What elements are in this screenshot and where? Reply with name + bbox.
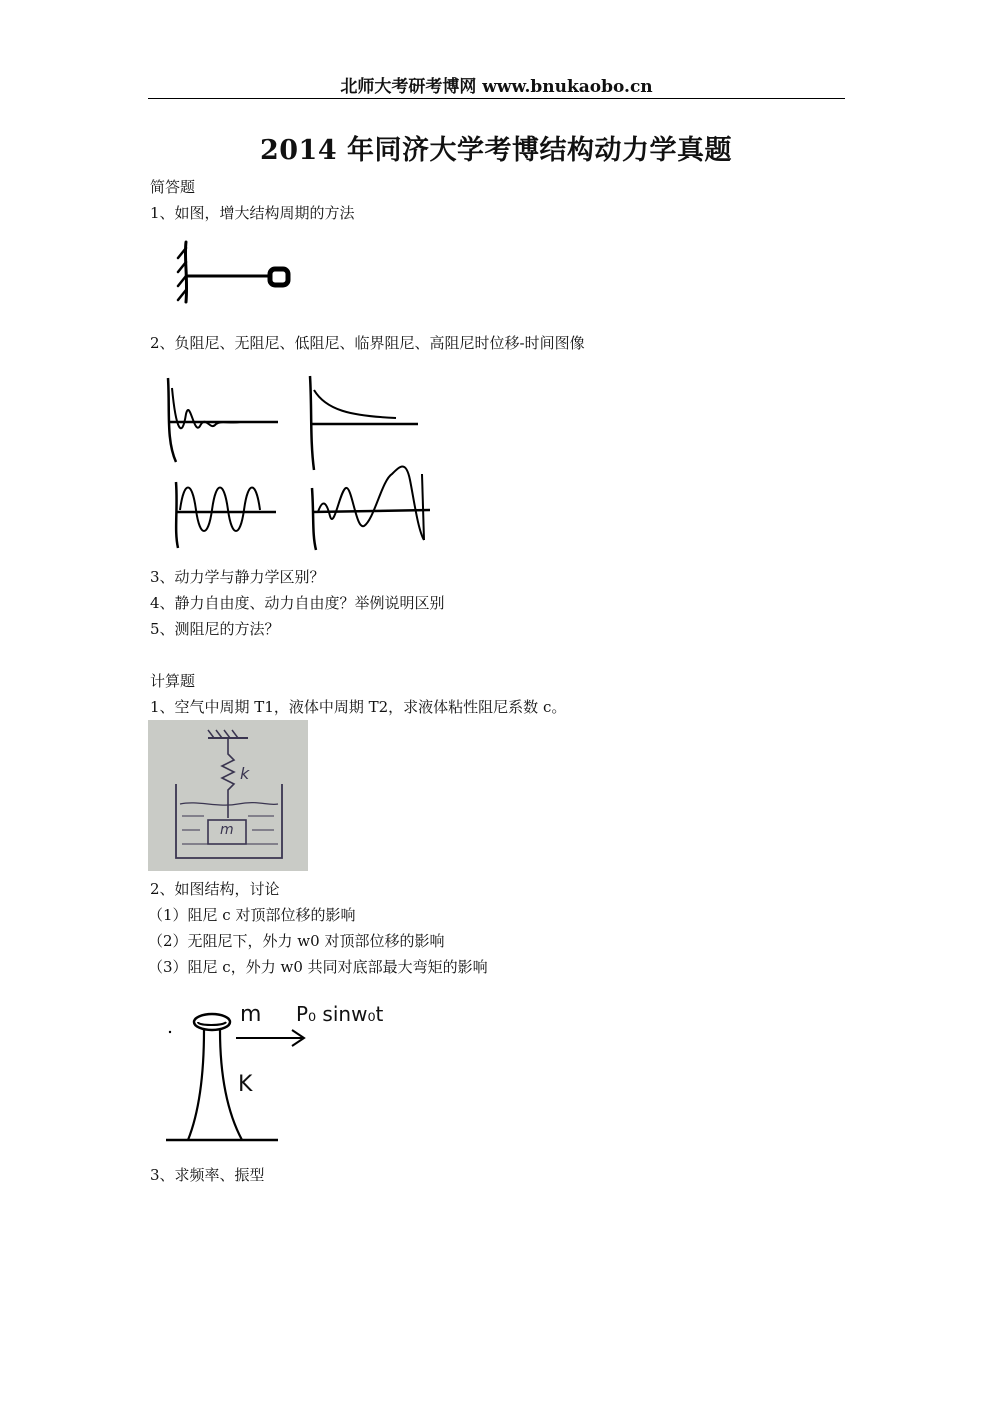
cantilever-mass-figure (170, 238, 300, 306)
tower-stiffness-label: K (238, 1072, 253, 1097)
question-2: 2、负阻尼、无阻尼、低阻尼、临界阻尼、高阻尼时位移-时间图像 (150, 334, 585, 352)
calc-question-2-part-3: （3）阻尼 c，外力 w0 共同对底部最大弯矩的影响 (148, 958, 488, 976)
page-header: 北师大考研考博网 www.bnukaobo.cn (148, 72, 845, 99)
tower-mass-label: m (240, 1002, 262, 1027)
tower-load-label: P₀ sinw₀t (296, 1002, 384, 1026)
calc-question-2: 2、如图结构，讨论 (150, 880, 280, 898)
question-3: 3、动力学与静力学区别？ (150, 568, 325, 586)
calc-question-3: 3、求频率、振型 (150, 1166, 265, 1184)
question-5: 5、测阻尼的方法？ (150, 620, 280, 638)
section-heading-calculation: 计算题 (150, 672, 196, 690)
calc-question-2-part-2: （2）无阻尼下，外力 w0 对顶部位移的影响 (148, 932, 445, 950)
damping-response-sketches (160, 370, 440, 550)
question-1: 1、如图，增大结构周期的方法 (150, 204, 355, 222)
spring-mass-liquid-photo (148, 720, 308, 871)
page-title: 2014 年同济大学考博结构动力学真题 (259, 135, 733, 166)
spring-stiffness-label: k (240, 764, 250, 783)
question-4: 4、静力自由度、动力自由度？举例说明区别 (150, 594, 445, 612)
mass-label: m (220, 822, 234, 838)
section-heading-short-answer: 简答题 (150, 178, 196, 196)
calc-question-1: 1、空气中周期 T1，液体中周期 T2，求液体粘性阻尼系数 c。 (150, 698, 567, 716)
calc-question-2-part-1: （1）阻尼 c 对顶部位移的影响 (148, 906, 356, 924)
